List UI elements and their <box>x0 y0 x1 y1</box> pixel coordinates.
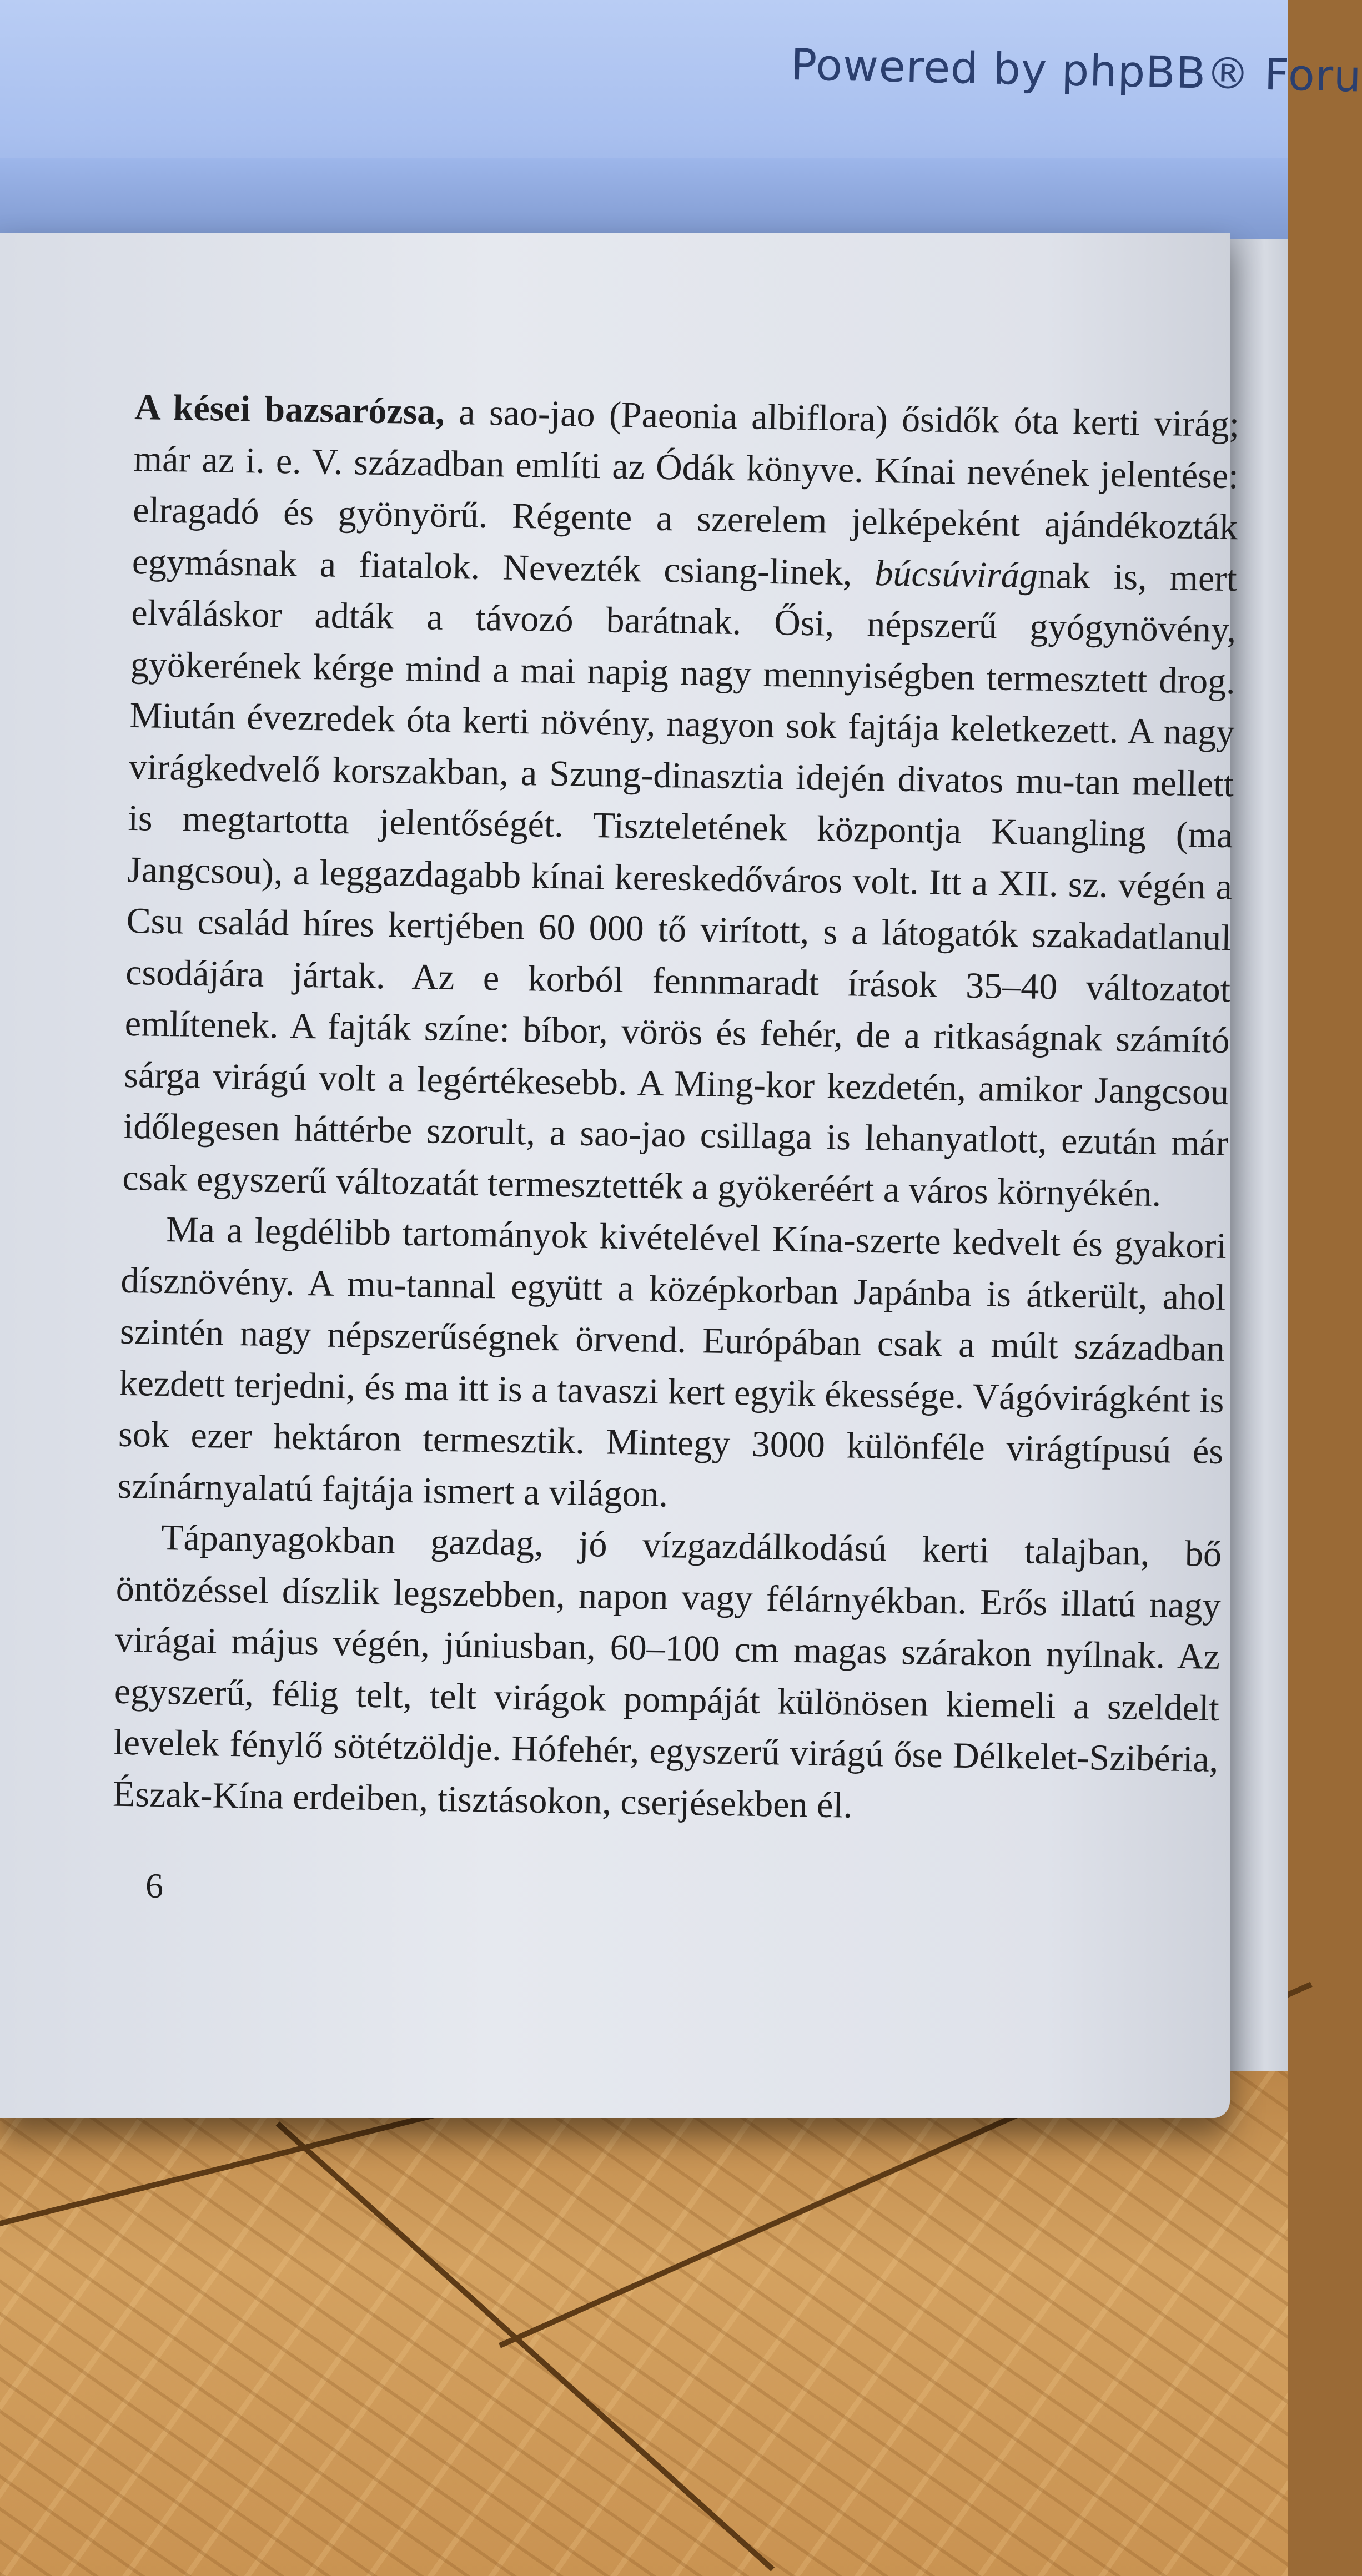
page-number: 6 <box>145 1866 163 1905</box>
next-page-edge <box>1230 239 1288 2071</box>
phpbb-footer-link[interactable]: Powered by phpBB® Foru <box>790 40 1362 102</box>
paragraph-1 <box>122 382 1240 1221</box>
book-page <box>0 233 1240 2118</box>
page-body-text <box>112 382 1239 1837</box>
show-through-ink <box>53 333 62 374</box>
paragraph-2: Ma a legdélibb tartományok kivételével Kína-szerte kedvelt és gyakori dísznövény. A mu-tannal együtt a középkorban Japánba is átkerült, ahol szintén nagy népszerűségnek örvend. Európában csak a múlt században kezdett terjedni, és ma itt is a tavaszi kert egyik ékessége. Vágóvirágként is sok ezer hektáron termesztik. Mintegy 3000 különféle virágtípusú és színárnyalatú fajtája ismert a világon. <box>117 1209 1227 1515</box>
paragraph-3: Tápanyagokban gazdag, jó vízgazdálkodású kerti talajban, bő öntözéssel díszlik legszebben, napon vagy félárnyékban. Erős illatú nagy virágai május végén, júniusban, 60–100 cm magas szárakon nyílnak. Az egyszerű, félig telt, telt virágok pompáját különösen kiemeli a szeldelt levelek fénylő sötétzöldje. Hófehér, egyszerű virágú őse Délkelet-Szibéria, Észak-Kína erdeiben, tisztásokon, cserjésekben él. <box>112 1517 1222 1826</box>
monitor-footer-bar <box>0 158 1288 242</box>
wooden-table <box>0 2054 1288 2576</box>
paragraph-1-text-a: a sao-jao (Paeonia albiflora) ősidők óta kerti virág; már az i. e. V. században említi az Ódák könyve. Kínai nevének jelentése: elragadó és gyönyörű. Régente a szerelem jelképeként ajándékozták egymásnak a fiatalok. Nevezték csiang-linek, <box>132 391 1240 593</box>
wood-plank-seam <box>276 2121 775 2571</box>
paragraph-1-italic: búcsúvirág <box>851 552 1038 596</box>
paragraph-1-lead: A kései bazsarózsa, <box>134 386 445 432</box>
monitor-background <box>0 0 1362 244</box>
paragraph-1-text-b: nak is, mert elváláskor adták a távozó barátnak. Ősi, népszerű gyógynövény, gyökerének kérge mind a mai napig nagy mennyiségben termesztett drog. Miután évezredek óta kerti növény, nagyon sok fajtája keletkezett. A nagy virágkedvelő korszakban, a Szung-dinasztia idején divatos mu-tan mellett is megtartotta jelentőségét. Tiszteletének központja Kuangling (ma Jangcsou), a leggazdagabb kínai kereskedőváros volt. Itt a XII. sz. végén a Csu család híres kertjében 60 000 tő virított, s a látogatók szakadatlanul csodájára jártak. Az e korból fennmaradt írások 35–40 változatot említenek. A fajták színe: bíbor, vörös és fehér, de a ritkaságnak számító sárga virágú volt a legértékesebb. A Ming-kor kezdetén, amikor Jangcsou időlegesen háttérbe szorult, a sao-jao csillaga is lehanyatlott, ezután már csak egyszerű változatát termesztették a gyökeréért a város környékén. <box>122 555 1238 1214</box>
